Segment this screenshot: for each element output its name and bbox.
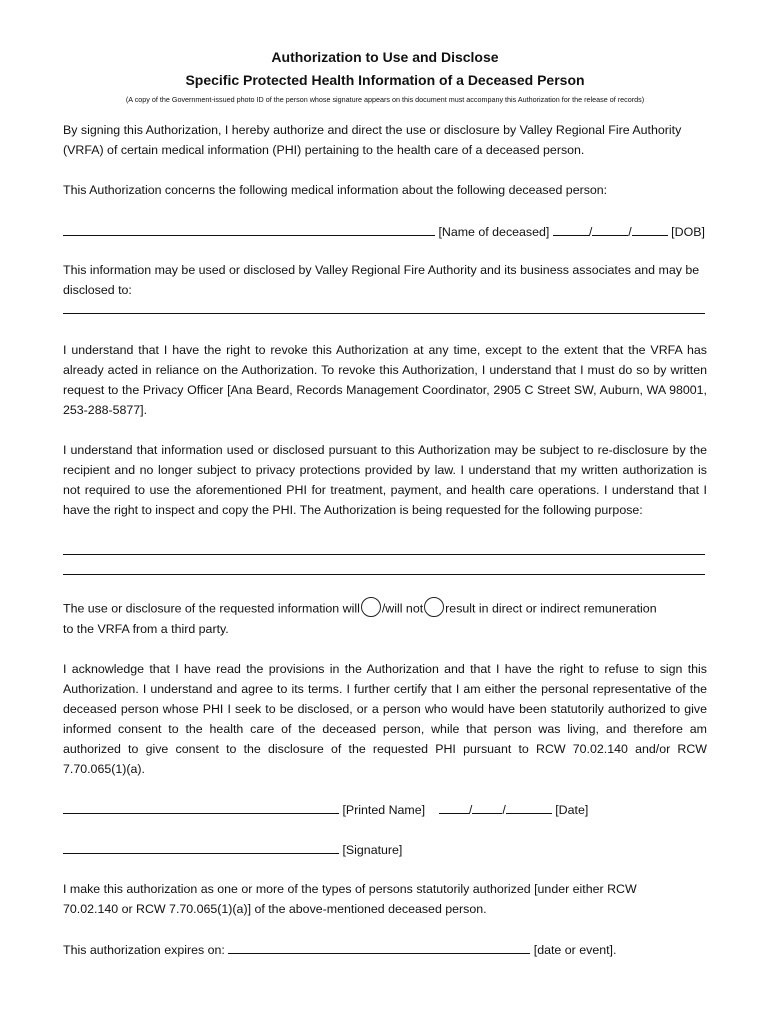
printed-name-label: [Printed Name] (342, 803, 426, 817)
id-requirement-note: (A copy of the Government-issued photo ID of the person whose signature appears on this document must accompany this Authorization for the release of records) (125, 95, 645, 104)
concerns-paragraph: This Authorization concerns the following medical information about the following deceased person: (63, 183, 608, 197)
expiration-row (63, 940, 616, 957)
will-not-radio[interactable] (424, 597, 444, 617)
form-title-line2: Specific Protected Health Information of a Deceased Person (185, 72, 585, 88)
date-label: [Date] (555, 803, 589, 817)
revoke-paragraph: I understand that I have the right to revoke this Authorization at any time, except to the extent that the VRFA has already acted in reliance on the Authorization. To revoke this Authorization, I understand that I must do so by written request to the Privacy Officer [Ana Beard, Records Management Coordinator, 2905 C Street SW, Auburn, WA 98001, 253-288-5877]. (63, 343, 707, 417)
purpose-field-line2[interactable] (63, 574, 705, 575)
redisclosure-paragraph: I understand that information used or disclosed pursuant to this Authorization may be subject to re-disclosure by the recipient and no longer subject to privacy protections provided by law. I understand that my written authorization is not required to use the aforementioned PHI for treatment, payment, and health care operations. I understand that I have the right to inspect and copy the PHI. The Authorization is being requested for the following purpose: (63, 443, 707, 517)
will-not-label: /will not (381, 601, 424, 616)
remuneration-row (63, 599, 657, 619)
remuneration-text-a: The use or disclosure of the requested information will (63, 601, 360, 616)
form-title-line1: Authorization to Use and Disclose (271, 49, 499, 65)
dob-month-field[interactable] (553, 222, 589, 236)
date-year-field[interactable] (506, 800, 552, 814)
date-month-field[interactable] (439, 800, 469, 814)
printed-name-row: [Printed Name] / / [Date] (63, 800, 588, 817)
name-of-deceased-field[interactable] (63, 222, 435, 236)
signature-label: [Signature] (342, 843, 403, 857)
will-radio[interactable] (361, 597, 381, 617)
dob-label: [DOB] (671, 225, 705, 239)
intro-paragraph: By signing this Authorization, I hereby authorize and direct the use or disclosure by Valley Regional Fire Authority (VRFA) of certain medical information (PHI) pertaining to the health care of a deceased person. (63, 123, 682, 157)
statutory-paragraph: I make this authorization as one or more of the types of persons statutorily authorized [under either RCW 70.02.140 or RCW 7.70.065(1)(a)] of the above-mentioned deceased person. (63, 882, 637, 916)
printed-name-field[interactable] (63, 800, 339, 814)
name-of-deceased-label: [Name of deceased] (438, 225, 550, 239)
signature-row (63, 840, 402, 857)
disclose-to-field[interactable] (63, 313, 705, 314)
disclose-to-paragraph: This information may be used or disclosed by Valley Regional Fire Authority and its business associates and may be disclosed to: (63, 263, 700, 297)
purpose-field-line1[interactable] (63, 554, 705, 555)
expires-label: This authorization expires on: (63, 943, 225, 957)
acknowledge-paragraph: I acknowledge that I have read the provisions in the Authorization and that I have the right to refuse to sign this Authorization. I understand and agree to its terms. I further certify that I am either the personal representative of the deceased person whose PHI I seek to be disclosed, or a person who would have been statutorily authorized to give informed consent to the health care of the deceased person, while that person was living, and therefore am authorized to give consent to the disclosure of the requested PHI pursuant to RCW 70.02.140 and/or RCW 7.70.065(1)(a). (63, 662, 707, 776)
deceased-info-row: [Name of deceased] / / [DOB] (63, 222, 705, 239)
date-day-field[interactable] (472, 800, 502, 814)
expiration-field[interactable] (228, 940, 530, 954)
remuneration-text-b: result in direct or indirect remuneration (445, 601, 657, 616)
signature-field[interactable] (63, 840, 339, 854)
expires-suffix: [date or event]. (533, 943, 617, 957)
remuneration-text-c: to the VRFA from a third party. (63, 622, 229, 636)
dob-year-field[interactable] (632, 222, 668, 236)
dob-day-field[interactable] (592, 222, 628, 236)
